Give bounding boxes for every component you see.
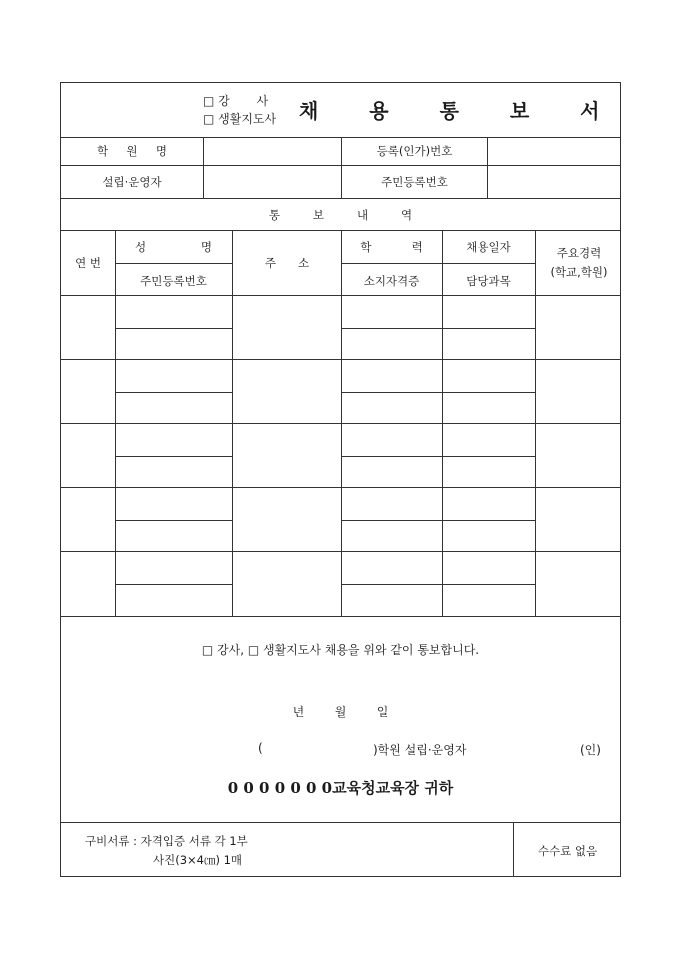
position-checkboxes (203, 92, 276, 128)
form-title: 채 용 통 보 서 (299, 99, 622, 123)
notice-date[interactable]: 년 월 일 (292, 705, 389, 719)
col-name: 성 명 (134, 240, 213, 254)
resident-id-label: 주민등록번호 (341, 166, 487, 198)
col-hire-date: 채용일자 (466, 240, 511, 254)
academy-name-row (61, 137, 620, 166)
founder-field[interactable] (203, 166, 341, 198)
notification-form (60, 82, 621, 877)
addressee: 0 0 0 0 0 0 0교육청교육장 귀하 (227, 779, 454, 797)
col-career: 주요경력 (학교,학원) (535, 231, 622, 295)
required-docs-1: 구비서류 : 자격입증 서류 각 1부 (85, 834, 248, 848)
sub-split (341, 456, 535, 457)
sub-split (115, 328, 232, 329)
notice-area (61, 617, 620, 823)
sub-split (115, 392, 232, 393)
founder-row (61, 166, 620, 199)
col-serial: 연 번 (75, 256, 101, 270)
col-license: 소지자격증 (363, 274, 420, 288)
sub-split (341, 520, 535, 521)
academy-name-label: 학 원 명 (97, 144, 167, 158)
col-subject: 담당과목 (466, 274, 511, 288)
checkbox-lecturer[interactable]: □ 강 사 (203, 94, 269, 108)
notice-statement: □ 강사, □ 생활지도사 채용을 위와 같이 통보합니다. (201, 643, 480, 657)
registration-label: 등록(인가)번호 (341, 137, 487, 165)
title-area (61, 83, 620, 138)
founder-label: 설립·운영자 (102, 175, 162, 189)
registration-field[interactable] (487, 137, 622, 165)
checkbox-life-guide[interactable]: □ 생활지도사 (203, 112, 277, 126)
col-resident-id: 주민등록번호 (140, 274, 207, 288)
sub-split (341, 328, 535, 329)
grid-line (535, 296, 536, 617)
sub-split (341, 392, 535, 393)
academy-name-field[interactable] (203, 137, 341, 165)
required-docs-2: 사진(3×4㎝) 1매 (153, 853, 243, 867)
header-split-2 (341, 263, 535, 264)
grid-line (232, 296, 233, 617)
col-education: 학 력 (360, 240, 423, 254)
fee-label: 수수료 없음 (537, 844, 598, 858)
col-address: 주 소 (232, 231, 341, 295)
section-title: 통 보 내 역 (268, 207, 413, 222)
sub-split (115, 456, 232, 457)
section-title-row (61, 199, 620, 231)
sub-split (341, 584, 535, 585)
signer-prefix: ( (258, 741, 263, 755)
signer-label: )학원 설립·운영자 (373, 743, 467, 757)
seal-mark: (인) (580, 743, 601, 757)
sub-split (115, 520, 232, 521)
header-split-1 (115, 263, 232, 264)
resident-id-field[interactable] (487, 166, 622, 198)
sub-split (115, 584, 232, 585)
